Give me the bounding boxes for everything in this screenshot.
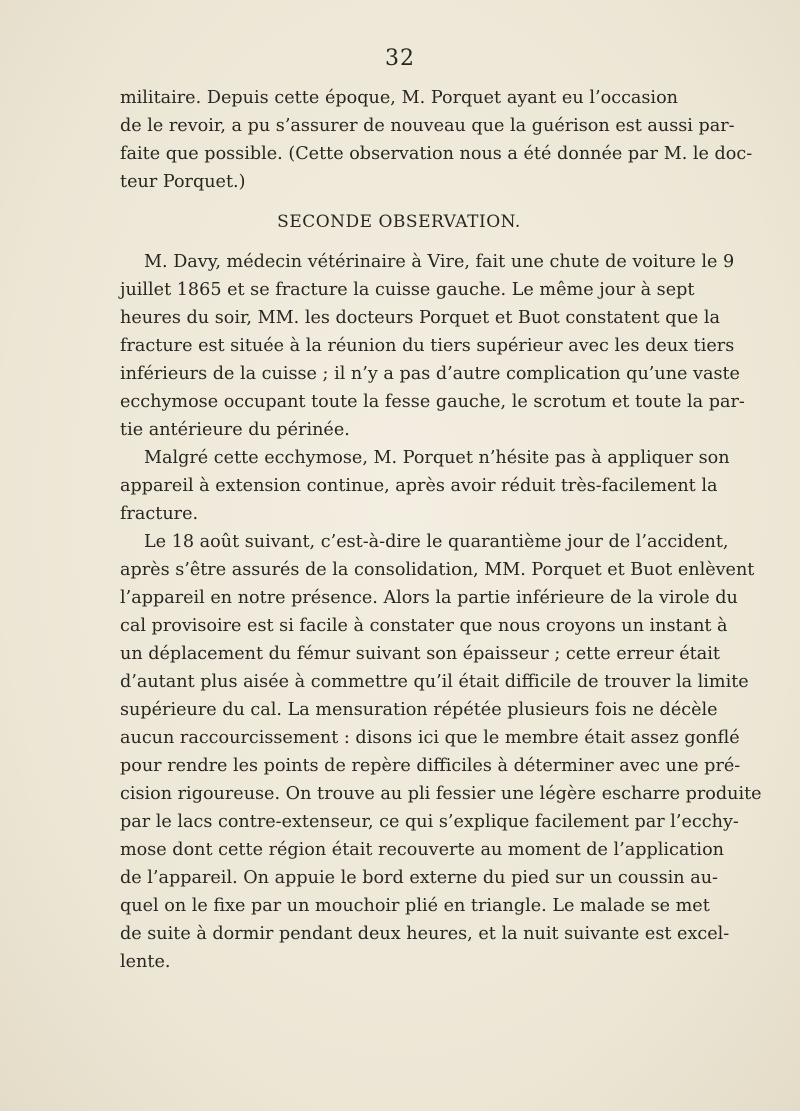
text-line: par le lacs contre-extenseur, ce qui s’explique facilement par l’ecchy- — [120, 812, 739, 832]
text-line: cision rigoureuse. On trouve au pli fessier une légère escharre produite — [120, 784, 762, 804]
text-line: tie antérieure du périnée. — [120, 420, 350, 440]
text-line: faite que possible. (Cette observation nous a été donnée par M. le doc- — [120, 144, 753, 164]
text-line: mose dont cette région était recouverte au moment de l’application — [120, 840, 724, 860]
text-line: lente. — [120, 952, 171, 972]
text-line: heures du soir, MM. les docteurs Porquet et Buot constatent que la — [120, 308, 720, 328]
body-text — [120, 84, 762, 976]
page-number: 32 — [385, 46, 415, 71]
text-line: M. Davy, médecin vétérinaire à Vire, fait une chute de voiture le 9 — [144, 252, 735, 272]
section-heading: SECONDE OBSERVATION. — [277, 212, 521, 232]
text-line: ecchymose occupant toute la fesse gauche, le scrotum et toute la par- — [120, 392, 745, 412]
text-line: fracture est située à la réunion du tiers supérieur avec les deux tiers — [120, 336, 735, 356]
text-line: juillet 1865 et se fracture la cuisse gauche. Le même jour à sept — [120, 280, 695, 300]
text-line: supérieure du cal. La mensuration répétée plusieurs fois ne décèle — [120, 700, 718, 720]
text-line: après s’être assurés de la consolidation, MM. Porquet et Buot enlèvent — [120, 560, 755, 580]
text-line: Le 18 août suivant, c’est-à-dire le quarantième jour de l’accident, — [144, 532, 729, 552]
text-line: aucun raccourcissement : disons ici que le membre était assez gonflé — [120, 728, 740, 748]
text-line: Malgré cette ecchymose, M. Porquet n’hésite pas à appliquer son — [144, 448, 730, 468]
text-line: d’autant plus aisée à commettre qu’il était difficile de trouver la limite — [120, 672, 749, 692]
text-line: l’appareil en notre présence. Alors la partie inférieure de la virole du — [120, 588, 738, 608]
text-line: appareil à extension continue, après avoir réduit très-facilement la — [120, 476, 718, 496]
text-line: quel on le fixe par un mouchoir plié en triangle. Le malade se met — [120, 896, 710, 916]
text-line: de suite à dormir pendant deux heures, et la nuit suivante est excel- — [120, 924, 730, 944]
text-line: de le revoir, a pu s’assurer de nouveau que la guérison est aussi par- — [120, 116, 735, 136]
text-line: teur Porquet.) — [120, 172, 246, 192]
text-line: inférieurs de la cuisse ; il n’y a pas d’autre complication qu’une vaste — [120, 364, 740, 384]
text-line: de l’appareil. On appuie le bord externe du pied sur un coussin au- — [120, 868, 718, 888]
text-line: fracture. — [120, 504, 199, 524]
text-line: pour rendre les points de repère difficiles à déterminer avec une pré- — [120, 756, 741, 776]
text-line: cal provisoire est si facile à constater que nous croyons un instant à — [120, 616, 728, 636]
text-line: militaire. Depuis cette époque, M. Porquet ayant eu l’occasion — [120, 88, 678, 108]
text-line: un déplacement du fémur suivant son épaisseur ; cette erreur était — [120, 644, 720, 664]
